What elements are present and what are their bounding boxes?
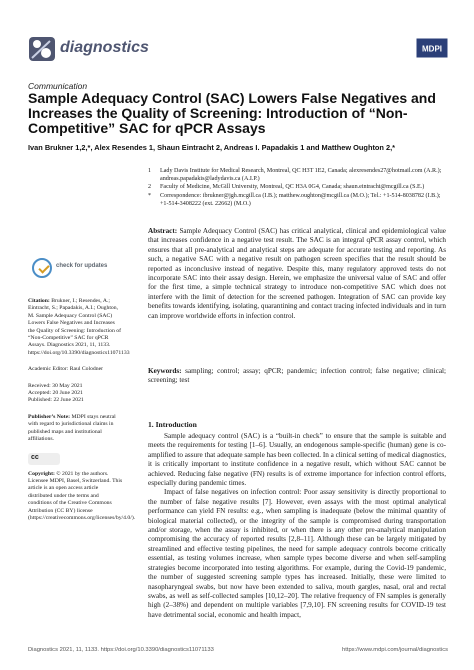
article-title: Sample Adequacy Control (SAC) Lowers False Negatives and Increases the Quality of Screening: Introduction of “Non-Competitive” SAC for qPCR Assays (28, 90, 436, 136)
keywords (148, 367, 446, 386)
abstract-text: Sample Adequacy Control (SAC) has critical analytical, clinical and epidemiological value that increases confidence in a negative test result. The SAC is an integral qPCR assay control, which ensures that all pre-analytical and analytical steps are adequate for accurate testing and reporting. As such, a negative SAC with a negative result on pathogen screen specifies that the result should be reported as inconclusive instead of negative. Despite this, many regulatory approved tests do not incorporate SAC into their assay design. Herein, we emphasize the universal value of SAC and offer for the first time, a simple technical strategy to introduce non-competitive SAC which does not interfere with the limit of detection for the screened pathogen. Integration of SAC can provide key benefits towards identifying, isolating, quarantining and contact tracing infected individuals and in turn can improve worldwide efforts in infection control. (148, 227, 447, 320)
authors: Ivan Brukner 1,2,*, Alex Resendes 1, Shaun Eintracht 2, Andreas I. Papadakis 1 and Matthew Oughton 2,* (28, 143, 396, 152)
abstract (148, 227, 446, 321)
accepted-date: Accepted: 20 June 2021 (28, 390, 83, 397)
keywords-label: Keywords: (148, 367, 182, 375)
footer-citation[interactable]: Diagnostics 2021, 11, 1133. https://doi.org/10.3390/diagnostics11071133 (28, 647, 214, 653)
journal-name: diagnostics (60, 39, 149, 56)
academic-editor: Academic Editor: Raul Colodner (28, 366, 104, 373)
copyright-label: Copyright: (28, 470, 55, 477)
journal-url-link[interactable]: https://www.mdpi.com/journal/diagnostics (342, 647, 448, 653)
abstract-label: Abstract: (148, 227, 178, 235)
affiliation-2-mark: 2 (148, 184, 152, 191)
introduction-heading: 1. Introduction (148, 420, 197, 429)
published-date: Published: 22 June 2021 (28, 397, 84, 404)
introduction-body (148, 432, 446, 620)
correspondence (148, 192, 448, 208)
affiliations (148, 167, 448, 208)
correspondence-mark: * (148, 192, 152, 199)
affiliation-1-text: Lady Davis Institute for Medical Research, Montreal, QC H3T 1E2, Canada; alexresendes27@hotmail.com (A.R.); andreas.papadakis@ladydavis.ca (A.I.P.) (160, 168, 442, 183)
mdpi-logo-icon (416, 38, 448, 58)
article-dates (28, 383, 123, 405)
received-date: Received: 30 May 2021 (28, 382, 83, 389)
check-for-updates-button[interactable] (28, 258, 123, 288)
correspondence-text: Correspondence: ibrukner@jgh.mcgill.ca (I.B.); matthew.oughton@mcgill.ca (M.O.); Tel.: +1-514-8038782 (I.B.); +1-514-3408222 (ext. 22662) (M.O.) (160, 192, 441, 207)
publisher-note-text: MDPI stays neutral with regard to jurisdictional claims in published maps and institutional affiliations. (28, 413, 116, 443)
affiliation-2-text: Faculty of Medicine, McGill University, Montreal, QC H3A 0G4, Canada; shaun.eintracht@mcgill.ca (S.E.) (160, 184, 425, 191)
affiliation-1-mark: 1 (148, 168, 152, 174)
copyright-text: © 2021 by the authors. Licensee MDPI, Basel, Switzerland. This article is an open access article distributed under the terms and conditions of the Creative Commons Attribution (CC BY) license (https://creativecommons.org/licenses/by/4.0/). (28, 470, 136, 521)
introduction-paragraph-2: Impact of false negatives on infection control: Poor assay sensitivity is directly proportional to the number of false negative results [7]. However, even assays with the most optimal analytical performance can yield FN results: e.g., when sampling is inadequate (below the minimal quantity of biological material collected), or the integrity of the sample is compromised during transportation and/or storage, when the assay is inhibited, or when there is any other pre-analytical manipulation compromising the accuracy of reported results [2,8–11]. Although these can be largely mitigated by streamlined and effective testing pipelines, the need for sample adequacy controls become critically essential, as testing volumes increase, when sample types become diverse and when self-sampling strategies become incorporated into testing algorithms. For example, during the Covid-19 pandemic, the number of suggested screening sample types has increased. Initially, these were limited to nasopharyngeal swabs, but now have been extended to saliva, mouth gargles, nasal, oral and rectal swabs, as well as self-collected samples [10,12–20]. The relative frequency of FN samples is generally high (2–38%) and dependent on multiple variables [7,9,10]. FN screening results for COVID-19 test have detrimental social, economic and health impact, (148, 488, 446, 619)
citation-text: Brukner, I.; Resendes, A.; Eintracht, S.; Papadakis, A.I.; Oughton, M. Sample Adequacy Control (SAC) Lowers False Negatives and Increases the Quality of Screening: Introduction of “Non-Competitive” SAC for qPCR Assays. Diagnostics 2021, 11, 1133. https://doi.org/10.3390/diagnostics11071133 (28, 298, 130, 356)
check-for-updates-label: check for updates (56, 263, 108, 269)
diagnostics-logo-icon (28, 36, 56, 62)
publisher-note (28, 414, 123, 444)
publisher-note-label: Publisher’s Note: (28, 413, 71, 420)
citation-block (28, 298, 130, 357)
affiliation-2 (148, 183, 448, 191)
citation-label: Citation: (28, 298, 50, 304)
affiliation-1 (148, 167, 448, 183)
page-footer (28, 647, 448, 653)
article-type: Communication (28, 81, 88, 91)
check-for-updates-icon (32, 258, 52, 278)
creative-commons-icon (28, 453, 60, 465)
journal-header (28, 36, 448, 66)
mdpi-badge-text: MDPI (422, 44, 442, 54)
copyright-block (28, 470, 136, 523)
article-sidebar (28, 258, 136, 531)
keywords-text: sampling; control; assay; qPCR; pandemic; infection control; false negative; clinical; screening; test (148, 367, 447, 385)
introduction-paragraph-1: Sample adequacy control (SAC) is a “built-in check” to ensure that the sample is suitable and meets the requirements for testing [1–6]. Usually, an endogenous sample-specific (human) gene is co-amplified to assure that adequate sample has been collected. In a clinical setting of medical diagnostics, it is critically important to institute confidence in a negative result, which without SAC cannot be achieved. Reducing false negative (FN) results is of extreme importance for infection control efforts, especially during pandemic times. (148, 432, 446, 488)
